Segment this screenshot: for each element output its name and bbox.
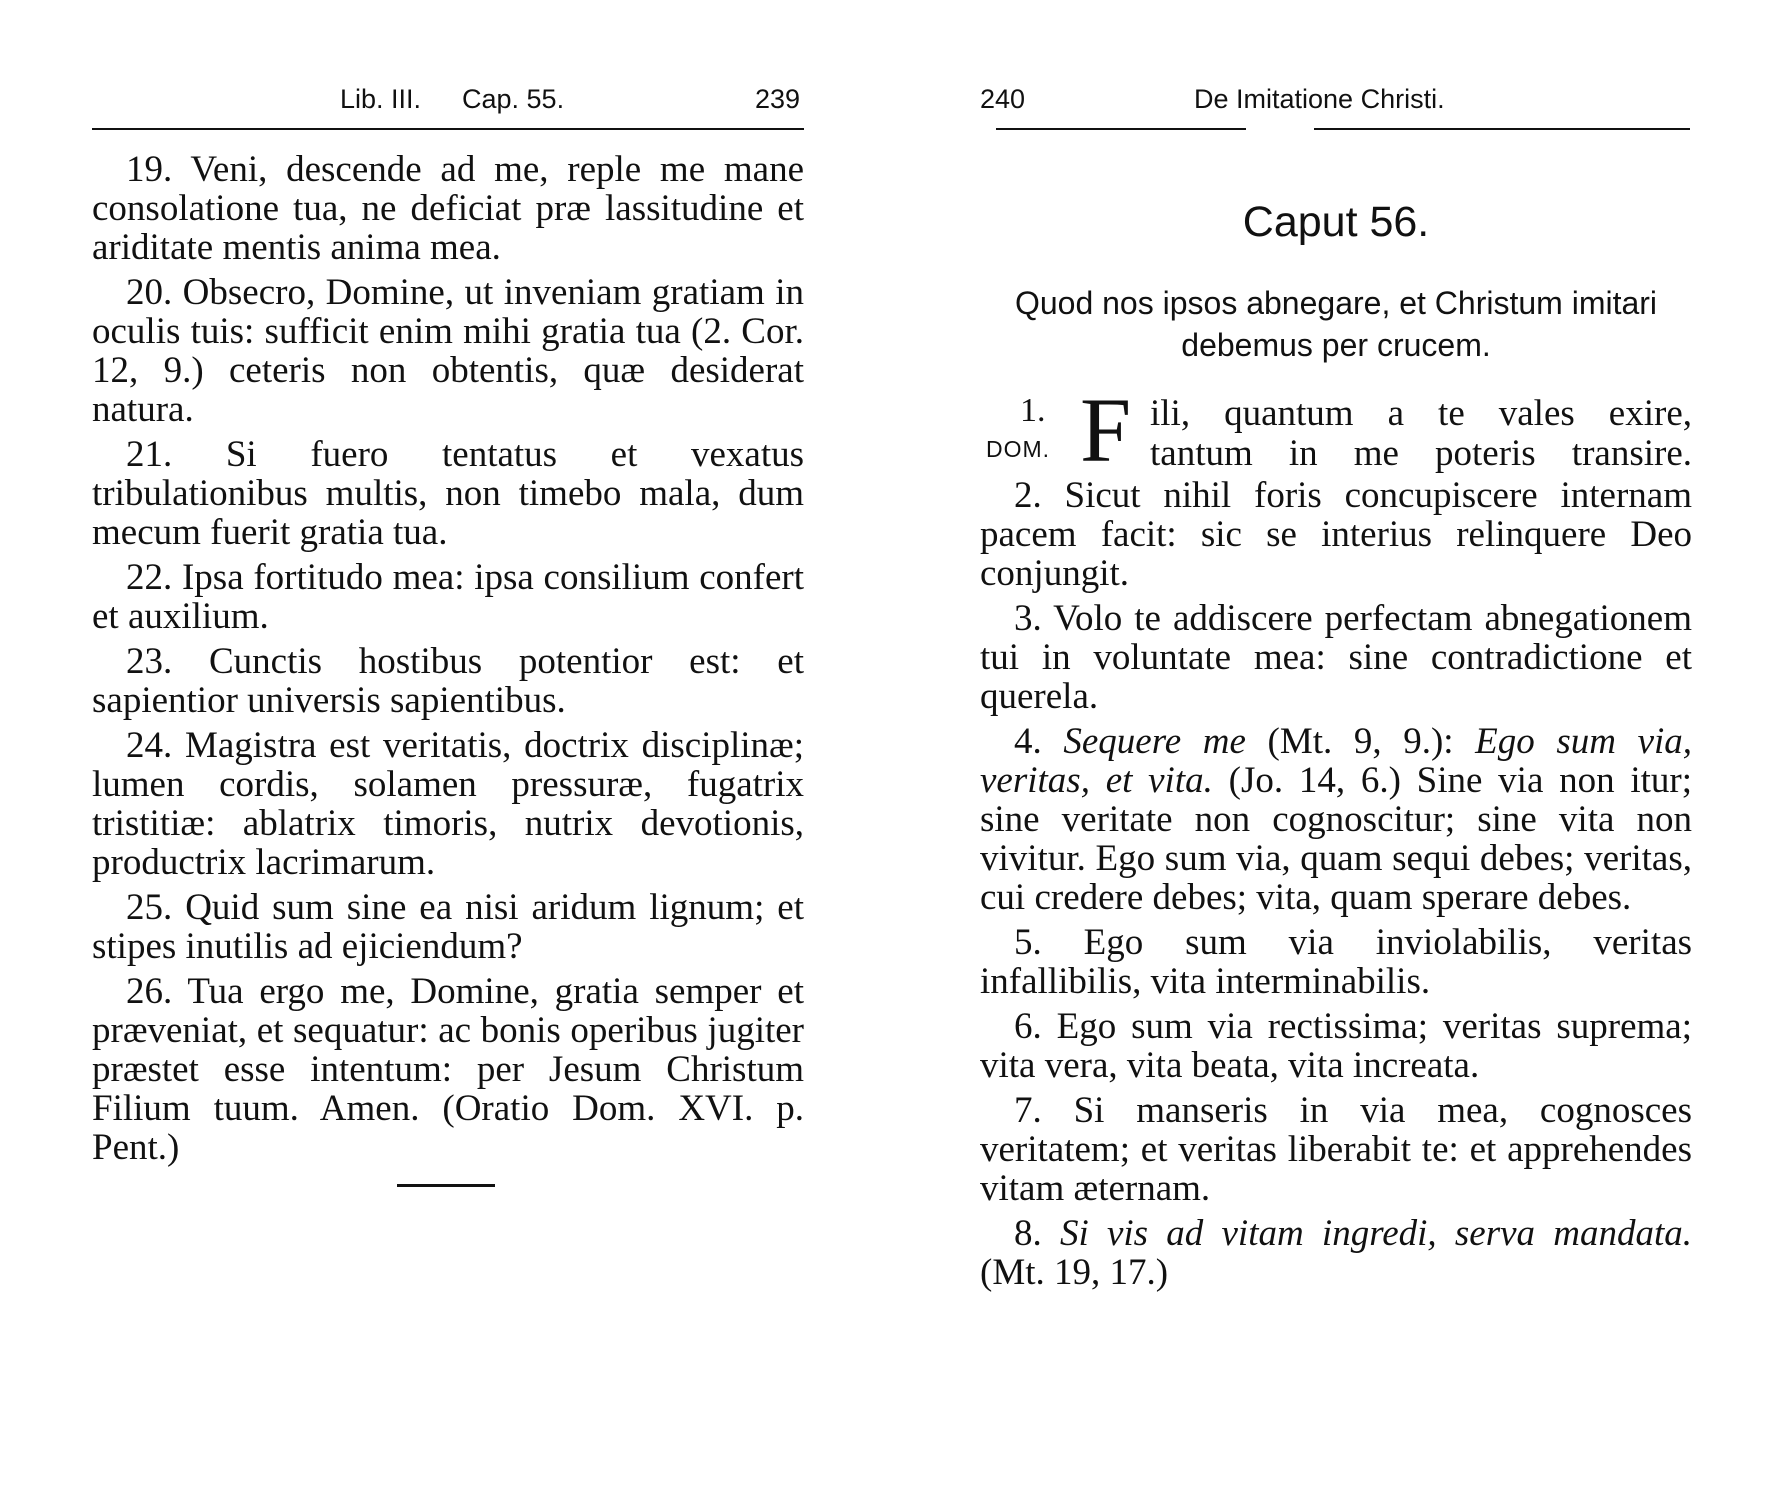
verse-number: 6. [1014, 1006, 1042, 1047]
verse-text: Sicut nihil foris concupiscere internam pacem facit: sic se interius relinquere Deo conjungit. [980, 475, 1692, 594]
chapter-label: Cap. 55. [462, 84, 565, 114]
verse-number: 25. [126, 887, 173, 928]
paragraph [980, 599, 1692, 716]
verse-text: Magistra est veritatis, doctrix disciplinæ; lumen cordis, solamen pressuræ, fugatrix tristitiæ: ablatrix timoris, nutrix devotionis, productrix lacrimarum. [92, 725, 805, 883]
verse-text: Obsecro, Domine, ut inveniam gratiam in oculis tuis: sufficit enim mihi gratia tua (2. Cor. 12, 9.) ceteris non obtentis, quæ desiderat natura. [92, 272, 804, 430]
page-number: 239 [754, 84, 800, 114]
verse-number: 22. [126, 557, 173, 598]
paragraph [980, 923, 1692, 1001]
scripture-reference: (Mt. 9, 9.): [1267, 721, 1454, 762]
paragraph [92, 435, 804, 552]
header-rule [92, 128, 804, 130]
verse-number: 20. [126, 272, 173, 313]
paragraph [980, 1007, 1692, 1085]
paragraph [92, 888, 804, 966]
paragraph [980, 1091, 1692, 1208]
speaker-label: DOM. [986, 436, 1051, 462]
verse-number: 19. [126, 149, 173, 190]
paragraph [92, 273, 804, 429]
verse-text: Ego sum via inviolabilis, veritas infallibilis, vita interminabilis. [980, 922, 1693, 1002]
verse-text: Ipsa fortitudo mea: ipsa consilium confert et auxilium. [92, 557, 804, 637]
verse-number: 24. [126, 725, 173, 766]
verse-number: 7. [1014, 1090, 1042, 1131]
chapter-summary: Quod nos ipsos abnegare, et Christum imitari debemus per crucem. [1014, 285, 1658, 363]
chapter-title: Caput 56. [1242, 198, 1430, 246]
verse-number: 8. [1014, 1213, 1042, 1254]
paragraph [980, 1214, 1692, 1292]
scripture-reference: (Mt. 19, 17.) [980, 1252, 1169, 1293]
verse-text: Cunctis hostibus potentior est: et sapientior universis sapientibus. [92, 641, 804, 721]
verse-text: Volo te addiscere perfectam abnegationem tui in voluntate mea: sine contradictione et querela. [980, 598, 1692, 717]
verse-number: 26. [126, 971, 173, 1012]
verse-text: Ego sum via rectissima; veritas suprema; vita vera, vita beata, vita increata. [980, 1006, 1692, 1086]
paragraph [92, 150, 804, 267]
paragraph [980, 722, 1692, 917]
verse-number: 2. [1014, 475, 1042, 516]
paragraph [92, 642, 804, 720]
paragraph [92, 972, 804, 1167]
verse-text: Tua ergo me, Domine, gratia semper et præveniat, et sequatur: ac bonis operibus jugiter præstet esse intentum: per Jesum Christum Filium tuum. Amen. (Oratio Dom. XVI. p. Pent.) [92, 971, 804, 1168]
header-rule [996, 128, 1246, 130]
chapter-end-rule [397, 1184, 495, 1187]
drop-cap: F [1080, 379, 1132, 481]
verse-number: 1. [1020, 392, 1046, 429]
running-head-right [980, 84, 1692, 124]
running-head-left [92, 84, 804, 124]
page-number: 240 [980, 84, 1026, 114]
verse-number: 21. [126, 434, 173, 475]
book-title: De Imitatione Christi. [1194, 84, 1445, 114]
quotation-italic: Si vis ad vitam ingredi, serva mandata. [1059, 1213, 1693, 1254]
first-line: ili, quantum a te vales exire, [1150, 393, 1692, 434]
verse-number: 4. [1014, 721, 1042, 762]
quotation-italic: Sequere me [1063, 721, 1246, 762]
scripture-reference: (Jo. 14, 6.) [1228, 760, 1401, 801]
book-label: Lib. III. [340, 84, 422, 114]
left-body [92, 150, 804, 1173]
right-body [980, 476, 1692, 1298]
verse-text: Sine via non itur; sine veritate non cognoscitur; sine vita non vivitur. Ego sum via, quam sequi debes; veritas, cui credere debes; vita, quam sperare debes. [980, 760, 1693, 918]
second-line: tantum in me poteris transire. [1150, 433, 1692, 474]
verse-number: 23. [126, 641, 173, 682]
paragraph [980, 476, 1692, 593]
first-paragraph [980, 379, 1692, 482]
verse-number: 3. [1014, 598, 1042, 639]
header-rule [1314, 128, 1690, 130]
verse-text: Quid sum sine ea nisi aridum lignum; et stipes inutilis ad ejiciendum? [92, 887, 805, 967]
quotation-italic: Ego sum via, veritas, et vita. [980, 721, 1693, 801]
paragraph [92, 726, 804, 882]
verse-text: Si fuero tentatus et vexatus tribulationibus multis, non timebo mala, dum mecum fuerit gratia tua. [92, 434, 805, 553]
verse-number: 5. [1014, 922, 1042, 963]
verse-text: Veni, descende ad me, reple me mane consolatione tua, ne deficiat præ lassitudine et ariditate mentis anima mea. [92, 149, 804, 268]
paragraph [92, 558, 804, 636]
verse-text: Si manseris in via mea, cognosces veritatem; et veritas liberabit te: et apprehendes vitam æternam. [980, 1090, 1692, 1209]
